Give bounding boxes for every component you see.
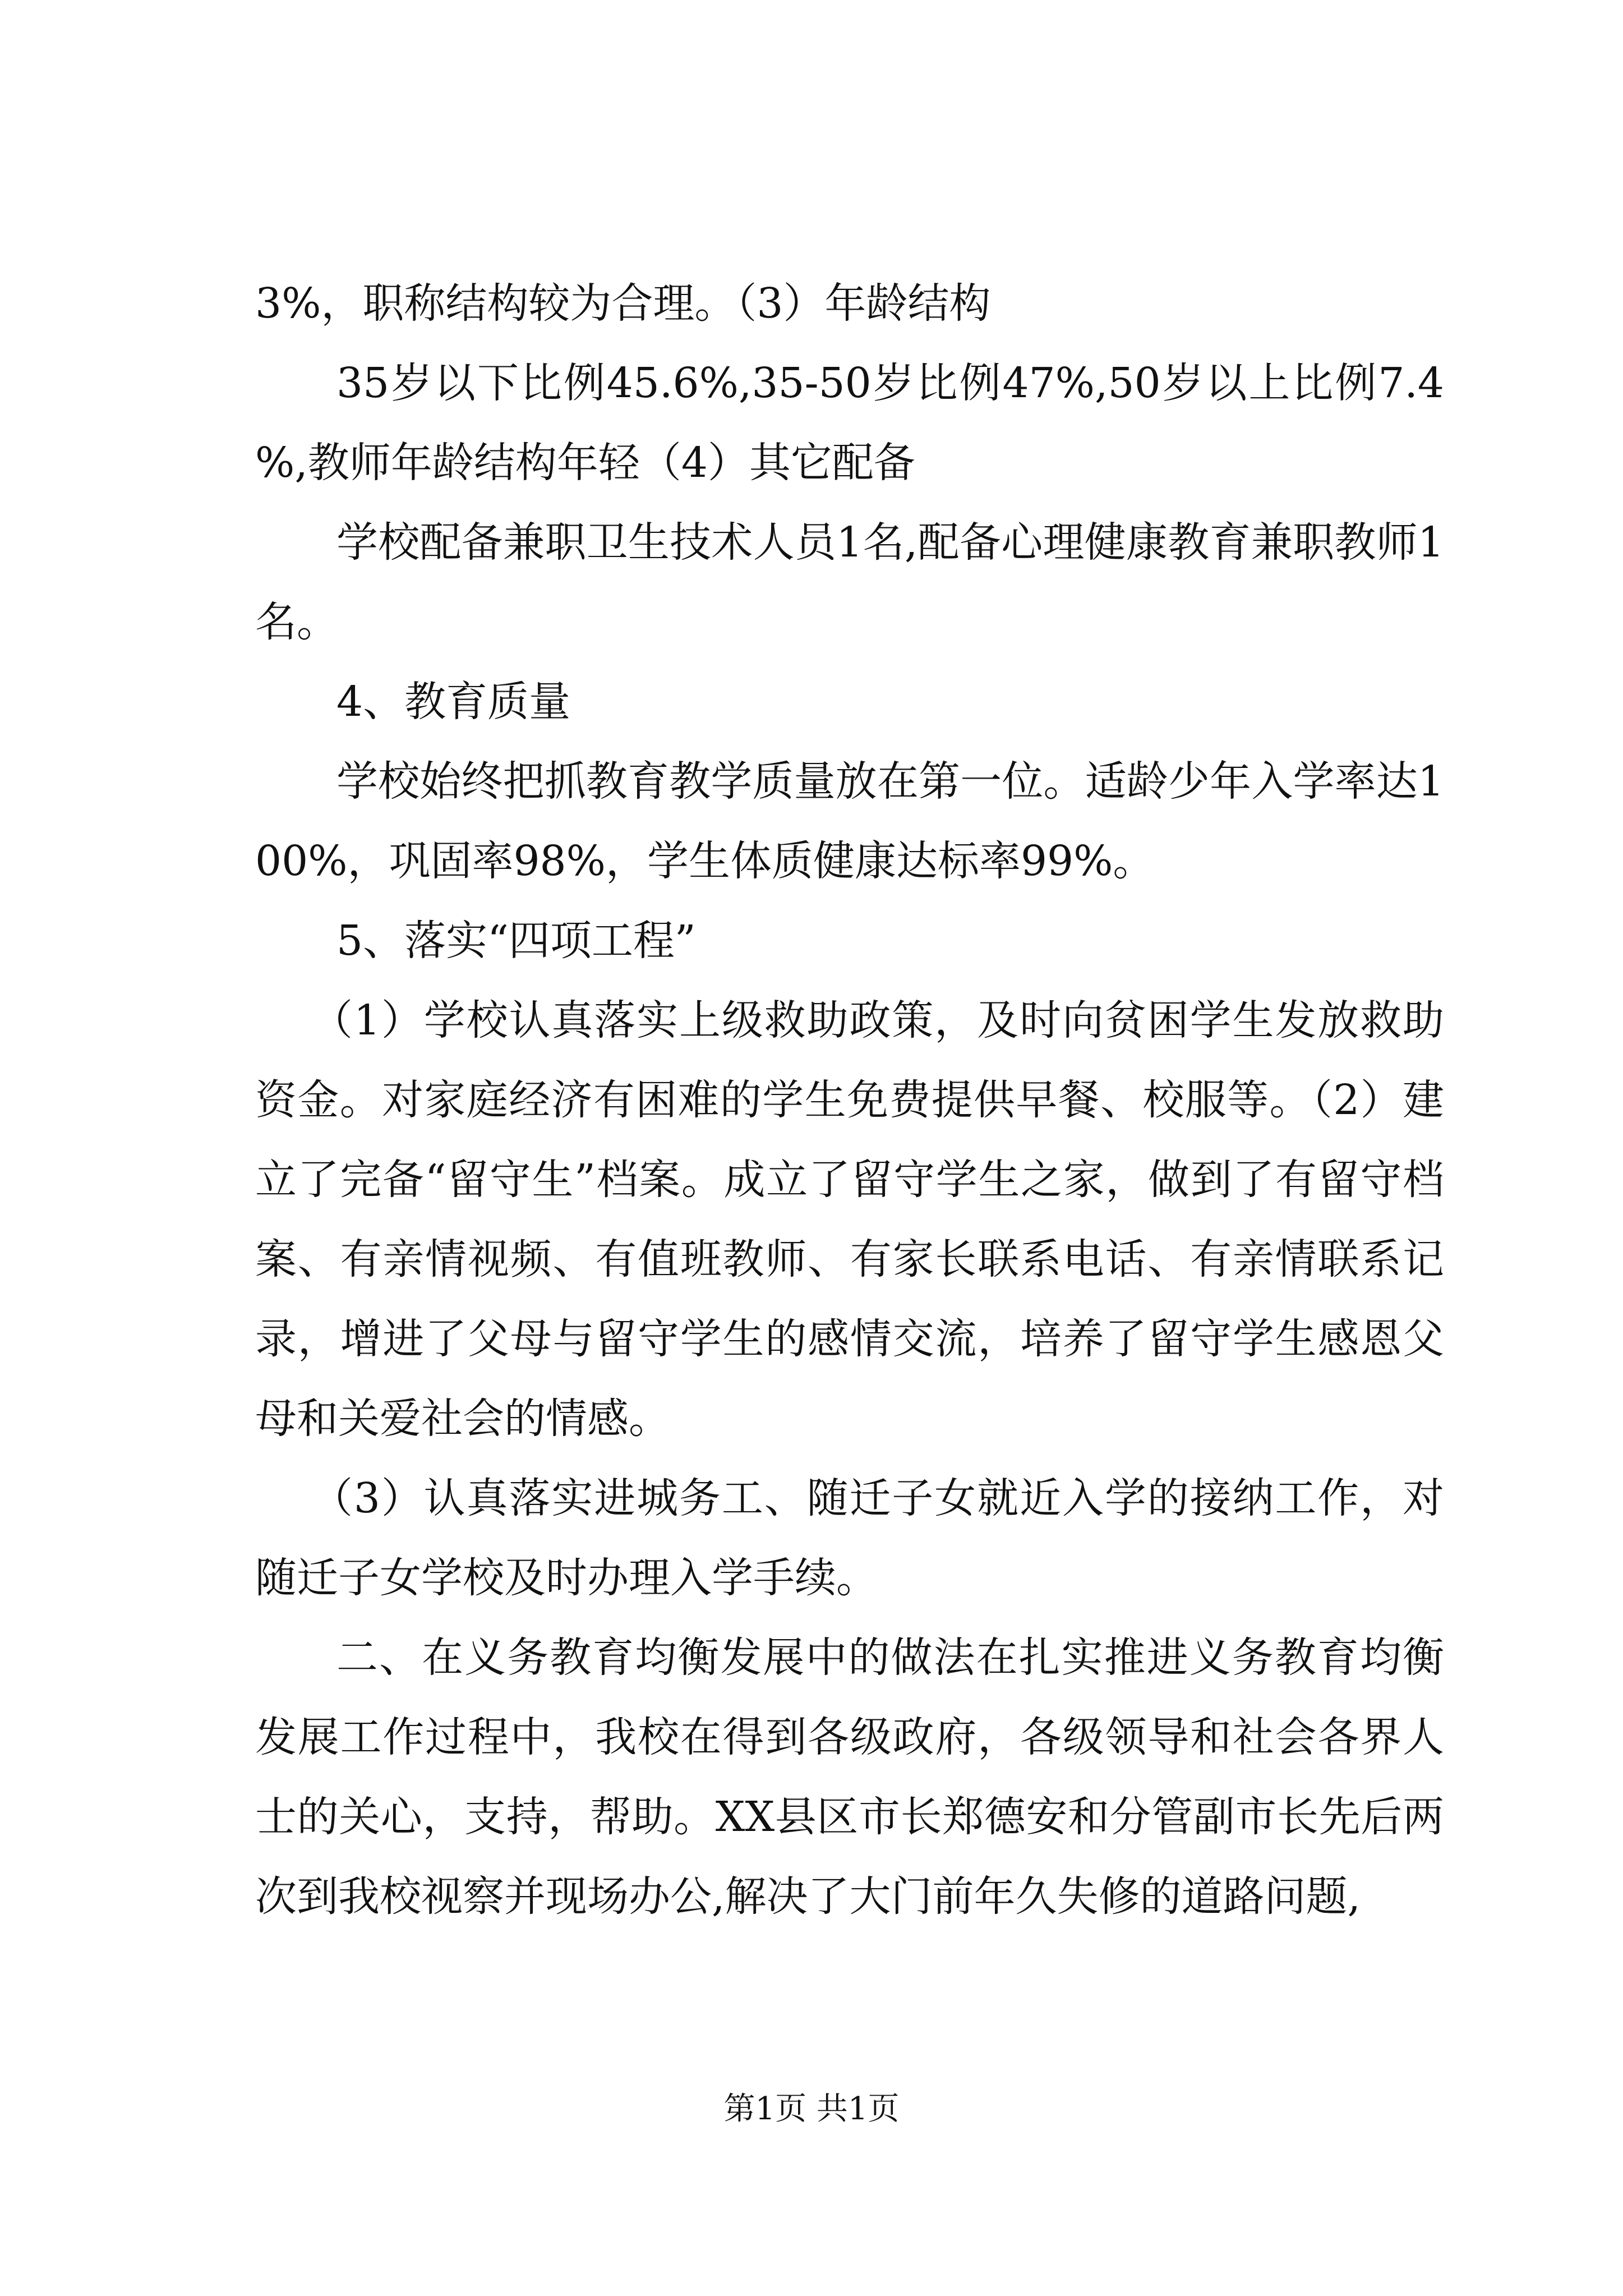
paragraph-2: 35岁以下比例45.6%,35-50岁比例47%,50岁以上比例7.4%,教师年龄结构年轻（4）其它配备 — [255, 359, 1444, 487]
paragraph-3: 学校配备兼职卫生技术人员1名,配备心理健康教育兼职教师1名。 — [255, 518, 1444, 646]
paragraph-4-heading: 4、教育质量 — [336, 678, 571, 726]
paragraph-5: 学校始终把抓教育教学质量放在第一位。适龄少年入学率达100%，巩固率98%，学生体质健康达标率99%。 — [255, 757, 1444, 885]
paragraph-8: （3）认真落实进城务工、随迁子女就近入学的接纳工作，对随迁子女学校及时办理入学手续。 — [255, 1474, 1444, 1602]
paragraph-9: 二、在义务教育均衡发展中的做法在扎实推进义务教育均衡发展工作过程中，我校在得到各级政府，各级领导和社会各界人士的关心，支持，帮助。XX县区市长郑德安和分管副市长先后两次到我校视察并现场办公,解决了大门前年久失修的道路问题, — [255, 1634, 1444, 1921]
document-body — [255, 264, 1444, 1936]
paragraph-7: （1）学校认真落实上级救助政策，及时向贫困学生发放救助资金。对家庭经济有困难的学生免费提供早餐、校服等。（2）建立了完备“留守生”档案。成立了留守学生之家，做到了有留守档案、有亲情视频、有值班教师、有家长联系电话、有亲情联系记录，增进了父母与留守学生的感情交流，培养了留守学生感恩父母和关爱社会的情感。 — [255, 996, 1444, 1443]
paragraph-1: 3%，职称结构较为合理。（3）年龄结构 — [255, 279, 991, 328]
paragraph-6-heading: 5、落实“四项工程” — [336, 917, 696, 965]
page-footer: 第1页 共1页 — [723, 2091, 900, 2127]
